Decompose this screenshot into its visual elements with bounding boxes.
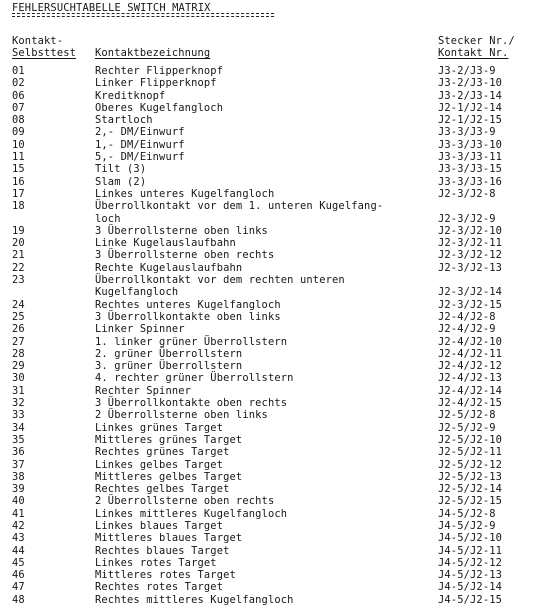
- plug-contact: J3-3/J3-9: [438, 126, 496, 139]
- table-row: [0, 397, 540, 409]
- contact-number: 09: [12, 126, 25, 139]
- plug-contact: J2-4/J2-9: [438, 323, 496, 336]
- contact-description: 1,- DM/Einwurf: [95, 138, 185, 151]
- header-description: Kontaktbezeichnung: [95, 47, 211, 59]
- plug-contact: J3-3/J3-10: [438, 138, 503, 151]
- contact-description: Rechtes rotes Target: [95, 581, 224, 594]
- contact-number: 01: [12, 65, 25, 77]
- plug-contact: J2-4/J2-8: [438, 310, 496, 323]
- contact-number: 18: [12, 200, 25, 213]
- contact-description: Mittleres gelbes Target: [95, 470, 243, 483]
- plug-contact: J2-1/J2-14: [438, 101, 503, 114]
- contact-description: Rechter Spinner: [95, 384, 192, 397]
- contact-number: 31: [12, 384, 25, 397]
- contact-description: 5,- DM/Einwurf: [95, 151, 185, 164]
- table-row: [0, 385, 540, 397]
- table-row: [0, 286, 540, 298]
- contact-number: 20: [12, 237, 25, 250]
- table-row: [0, 409, 540, 421]
- contact-number: 24: [12, 298, 25, 311]
- contact-description: Rechtes mittleres Kugelfangloch: [95, 593, 294, 606]
- table-row: [0, 446, 540, 458]
- contact-number: 35: [12, 433, 25, 446]
- table-row: [0, 249, 540, 261]
- plug-contact: J4-5/J2-12: [438, 556, 503, 569]
- switch-table: [0, 65, 540, 606]
- contact-number: 30: [12, 372, 25, 385]
- table-row: [0, 200, 540, 212]
- plug-contact: J3-2/J3-14: [438, 89, 503, 102]
- table-row: [0, 545, 540, 557]
- plug-contact: J4-5/J2-13: [438, 569, 503, 582]
- table-row: [0, 274, 540, 286]
- contact-number: 37: [12, 458, 25, 471]
- contact-description: Tilt (3): [95, 163, 147, 176]
- table-row: [0, 90, 540, 102]
- contact-number: 38: [12, 470, 25, 483]
- contact-number: 26: [12, 323, 25, 336]
- contact-description: 2. grüner Überrollstern: [95, 347, 243, 360]
- plug-contact: J2-4/J2-14: [438, 384, 503, 397]
- contact-number: 11: [12, 151, 25, 164]
- contact-description: Rechter Flipperknopf: [95, 65, 224, 77]
- plug-contact: J2-4/J2-10: [438, 335, 503, 348]
- contact-description: Mittleres blaues Target: [95, 532, 243, 545]
- contact-number: 16: [12, 175, 25, 188]
- plug-contact: J4-5/J2-14: [438, 581, 503, 594]
- contact-description: Startloch: [95, 114, 153, 127]
- contact-description: Rechte Kugelauslaufbahn: [95, 261, 243, 274]
- plug-contact: J2-5/J2-15: [438, 495, 503, 508]
- contact-description: 1. linker grüner Überrollstern: [95, 335, 288, 348]
- contact-description: 3 Überrollsterne oben rechts: [95, 249, 275, 262]
- contact-number: 33: [12, 409, 25, 422]
- contact-number: 15: [12, 163, 25, 176]
- plug-contact: J2-1/J2-15: [438, 114, 503, 127]
- plug-contact: J4-5/J2-9: [438, 519, 496, 532]
- table-row: [0, 336, 540, 348]
- contact-description: Rechtes blaues Target: [95, 544, 230, 557]
- contact-description: Linkes unteres Kugelfangloch: [95, 187, 275, 200]
- table-row: [0, 471, 540, 483]
- contact-description: Linkes gelbes Target: [95, 458, 224, 471]
- plug-contact: J2-3/J2-11: [438, 237, 503, 250]
- contact-number: 39: [12, 483, 25, 496]
- contact-number: 46: [12, 569, 25, 582]
- contact-description: 3 Überrollkontakte oben rechts: [95, 397, 288, 410]
- contact-description: loch: [95, 212, 121, 225]
- contact-number: 47: [12, 581, 25, 594]
- table-row: [0, 237, 540, 249]
- contact-number: 42: [12, 519, 25, 532]
- contact-number: 02: [12, 77, 25, 90]
- table-row: [0, 434, 540, 446]
- header-contact-line2: Selbsttest: [12, 47, 77, 59]
- contact-description: Linker Spinner: [95, 323, 185, 336]
- table-row: [0, 422, 540, 434]
- table-row: [0, 372, 540, 384]
- plug-contact: J2-5/J2-11: [438, 446, 503, 459]
- plug-contact: J2-3/J2-8: [438, 187, 496, 200]
- contact-number: 19: [12, 224, 25, 237]
- plug-contact: J2-5/J2-12: [438, 458, 503, 471]
- plug-contact: J2-3/J2-14: [438, 286, 503, 299]
- contact-description: 3. grüner Überrollstern: [95, 360, 243, 373]
- table-row: [0, 483, 540, 495]
- contact-description: Linkes blaues Target: [95, 519, 224, 532]
- plug-contact: J2-5/J2-13: [438, 470, 503, 483]
- plug-contact: J3-2/J3-9: [438, 65, 496, 77]
- page-title: FEHLERSUCHTABELLE SWITCH MATRIX: [12, 2, 211, 14]
- contact-description: Rechtes unteres Kugelfangloch: [95, 298, 281, 311]
- contact-number: 41: [12, 507, 25, 520]
- plug-contact: J2-4/J2-12: [438, 360, 503, 373]
- table-row: [0, 360, 540, 372]
- table-row: [0, 557, 540, 569]
- table-row: [0, 311, 540, 323]
- table-row: [0, 139, 540, 151]
- plug-contact: J4-5/J2-8: [438, 507, 496, 520]
- contact-description: Rechtes gelbes Target: [95, 483, 230, 496]
- contact-description: Kugelfangloch: [95, 286, 179, 299]
- contact-number: 27: [12, 335, 25, 348]
- table-row: [0, 520, 540, 532]
- contact-number: 36: [12, 446, 25, 459]
- table-row: [0, 262, 540, 274]
- table-row: [0, 594, 540, 606]
- plug-contact: J3-2/J3-10: [438, 77, 503, 90]
- table-row: [0, 102, 540, 114]
- title-rule-double: [12, 16, 274, 17]
- table-row: [0, 299, 540, 311]
- table-row: [0, 188, 540, 200]
- table-row: [0, 508, 540, 520]
- header-plug-line2: Kontakt Nr.: [438, 47, 509, 59]
- table-row: [0, 114, 540, 126]
- plug-contact: J2-5/J2-9: [438, 421, 496, 434]
- contact-description: 2,- DM/Einwurf: [95, 126, 185, 139]
- contact-number: 44: [12, 544, 25, 557]
- contact-description: 3 Überrollkontakte oben links: [95, 310, 281, 323]
- contact-number: 10: [12, 138, 25, 151]
- contact-description: Oberes Kugelfangloch: [95, 101, 224, 114]
- contact-description: Linke Kugelauslaufbahn: [95, 237, 236, 250]
- plug-contact: J2-4/J2-15: [438, 397, 503, 410]
- contact-description: Linkes rotes Target: [95, 556, 217, 569]
- plug-contact: J2-3/J2-13: [438, 261, 503, 274]
- contact-number: 40: [12, 495, 25, 508]
- contact-number: 17: [12, 187, 25, 200]
- contact-description: Rechtes grünes Target: [95, 446, 230, 459]
- contact-description: Mittleres grünes Target: [95, 433, 243, 446]
- contact-description: Überrollkontakt vor dem 1. unteren Kugelfang-: [95, 200, 384, 213]
- contact-description: Linkes grünes Target: [95, 421, 224, 434]
- plug-contact: J4-5/J2-11: [438, 544, 503, 557]
- contact-number: 48: [12, 593, 25, 606]
- table-row: [0, 213, 540, 225]
- table-row: [0, 225, 540, 237]
- table-row: [0, 77, 540, 89]
- table-row: [0, 176, 540, 188]
- contact-number: 23: [12, 274, 25, 287]
- contact-number: 25: [12, 310, 25, 323]
- header-plug-line1: Stecker Nr./: [438, 35, 515, 47]
- header-contact-line1: Kontakt-: [12, 35, 64, 47]
- table-row: [0, 569, 540, 581]
- table-row: [0, 581, 540, 593]
- table-row: [0, 65, 540, 77]
- contact-description: Linker Flipperknopf: [95, 77, 217, 90]
- contact-number: 07: [12, 101, 25, 114]
- plug-contact: J2-3/J2-9: [438, 212, 496, 225]
- contact-number: 21: [12, 249, 25, 262]
- plug-contact: J2-5/J2-8: [438, 409, 496, 422]
- contact-number: 28: [12, 347, 25, 360]
- plug-contact: J2-3/J2-15: [438, 298, 503, 311]
- contact-description: Mittleres rotes Target: [95, 569, 236, 582]
- contact-number: 08: [12, 114, 25, 127]
- plug-contact: J2-4/J2-13: [438, 372, 503, 385]
- contact-description: Kreditknopf: [95, 89, 166, 102]
- contact-number: 32: [12, 397, 25, 410]
- plug-contact: J2-5/J2-14: [438, 483, 503, 496]
- contact-number: 45: [12, 556, 25, 569]
- contact-number: 22: [12, 261, 25, 274]
- contact-description: Überrollkontakt vor dem rechten unteren: [95, 274, 345, 287]
- plug-contact: J3-3/J3-11: [438, 151, 503, 164]
- table-row: [0, 323, 540, 335]
- table-row: [0, 495, 540, 507]
- plug-contact: J2-3/J2-10: [438, 224, 503, 237]
- contact-number: 29: [12, 360, 25, 373]
- table-row: [0, 151, 540, 163]
- contact-number: 34: [12, 421, 25, 434]
- plug-contact: J4-5/J2-15: [438, 593, 503, 606]
- table-row: [0, 163, 540, 175]
- table-row: [0, 348, 540, 360]
- plug-contact: J3-3/J3-16: [438, 175, 503, 188]
- table-row: [0, 532, 540, 544]
- title-rule: [12, 13, 274, 14]
- contact-description: 2 Überrollsterne oben links: [95, 409, 268, 422]
- plug-contact: J4-5/J2-10: [438, 532, 503, 545]
- plug-contact: J3-3/J3-15: [438, 163, 503, 176]
- plug-contact: J2-5/J2-10: [438, 433, 503, 446]
- contact-description: 4. rechter grüner Überrollstern: [95, 372, 294, 385]
- contact-number: 43: [12, 532, 25, 545]
- contact-description: Slam (2): [95, 175, 147, 188]
- contact-description: 2 Überrollsterne oben rechts: [95, 495, 275, 508]
- table-row: [0, 126, 540, 138]
- contact-description: 3 Überrollsterne oben links: [95, 224, 268, 237]
- plug-contact: J2-4/J2-11: [438, 347, 503, 360]
- plug-contact: J2-3/J2-12: [438, 249, 503, 262]
- contact-description: Linkes mittleres Kugelfangloch: [95, 507, 288, 520]
- table-row: [0, 459, 540, 471]
- contact-number: 06: [12, 89, 25, 102]
